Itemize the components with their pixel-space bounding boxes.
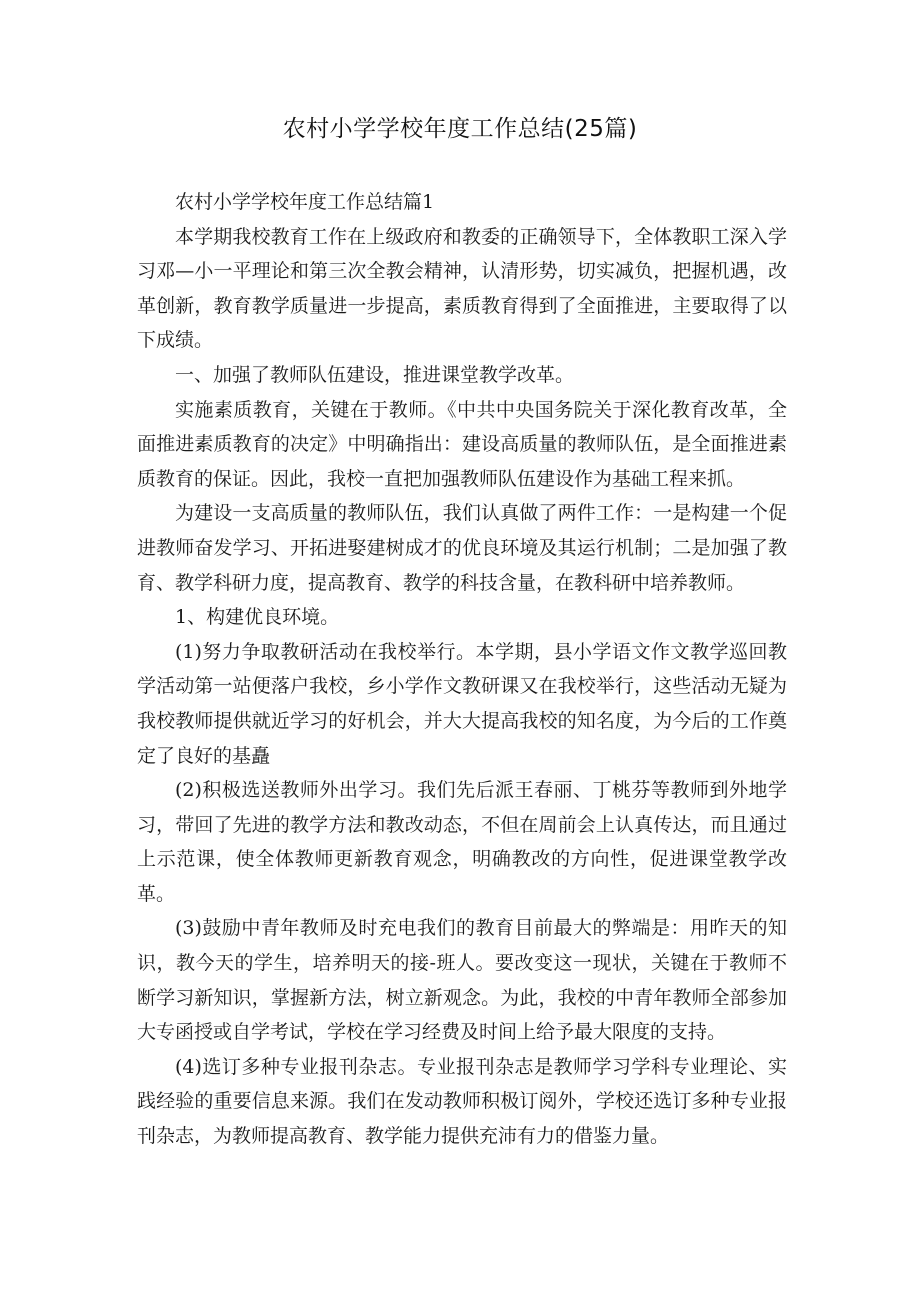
paragraph: (1)努力争取教研活动在我校举行。本学期，县小学语文作文教学巡回教学活动第一站便落户我校，乡小学作文教研课又在我校举行，这些活动无疑为我校教师提供就近学习的好机会，并大大提高我校的知名度，为今后的工作奠定了良好的基矗: [137, 640, 787, 767]
paragraph: (3)鼓励中青年教师及时充电我们的教育目前最大的弊端是：用昨天的知识，教今天的学生，培养明天的接-班人。要改变这一现状，关键在于教师不断学习新知识，掌握新方法，树立新观念。为此，我校的中青年教师全部参加大专函授或自学考试，学校在学习经费及时间上给予最大限度的支持。: [137, 917, 787, 1044]
paragraph-heading-one: 一、加强了教师队伍建设，推进课堂教学改革。: [175, 363, 575, 386]
document-body: [137, 185, 787, 1154]
section-heading: 农村小学学校年度工作总结篇1: [175, 191, 435, 213]
paragraph: 为建设一支高质量的教师队伍，我们认真做了两件工作：一是构建一个促进教师奋发学习、开拓进娶建树成才的优良环境及其运行机制；二是加强了教育、教学科研力度，提高教育、教学的科技含量，在教科研中培养教师。: [137, 502, 787, 594]
paragraph: 实施素质教育，关键在于教师。《中共中央国务院关于深化教育改革，全面推进素质教育的决定》中明确指出：建设高质量的教师队伍，是全面推进素质教育的保证。因此，我校一直把加强教师队伍建设作为基础工程来抓。: [137, 398, 787, 490]
paragraph: (2)积极选送教师外出学习。我们先后派王春丽、丁桃芬等教师到外地学习，带回了先进的教学方法和教改动态，不但在周前会上认真传达，而且通过上示范课，使全体教师更新教育观念，明确教改的方向性，促进课堂教学改革。: [137, 779, 787, 905]
paragraph-intro: 本学期我校教育工作在上级政府和教委的正确领导下，全体教职工深入学习邓—小一平理论和第三次全教会精神，认清形势，切实减负，把握机遇，改革创新，教育教学质量进一步提高，素质教育得到了全面推进，主要取得了以下成绩。: [137, 225, 787, 352]
paragraph-subheading: 1、构建优良环境。: [175, 606, 340, 629]
paragraph: (4)选订多种专业报刊杂志。专业报刊杂志是教师学习学科专业理论、实践经验的重要信息来源。我们在发动教师积极订阅外，学校还选订多种专业报刊杂志，为教师提高教育、教学能力提供充沛有力的借鉴力量。: [137, 1055, 787, 1148]
document-title: 农村小学学校年度工作总结(25篇): [282, 116, 638, 142]
